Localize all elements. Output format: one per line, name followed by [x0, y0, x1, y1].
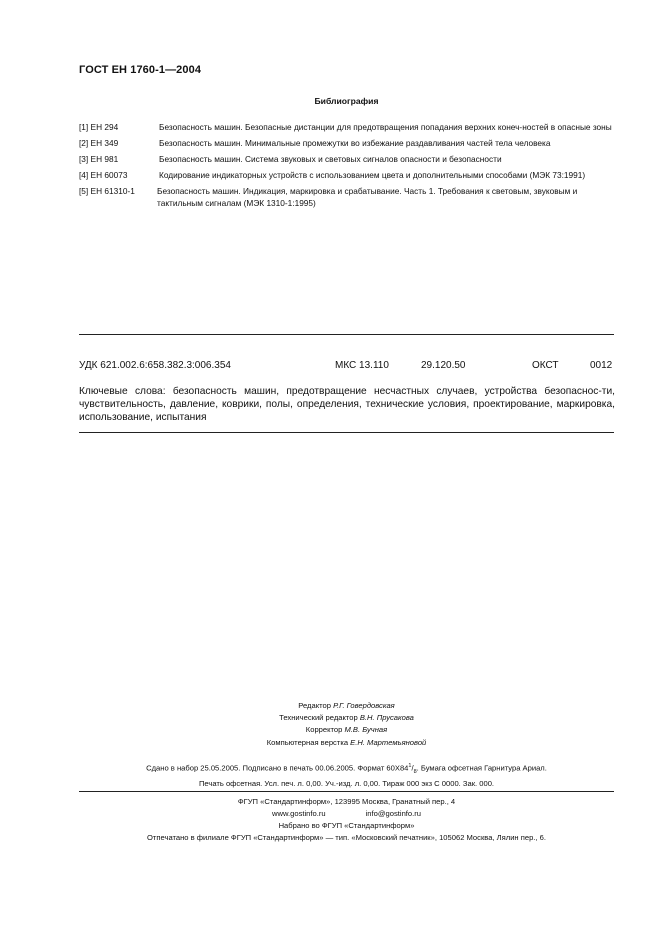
- publisher-email[interactable]: info@gostinfo.ru: [365, 809, 422, 818]
- divider-line: [79, 432, 614, 433]
- bibliography-item: [79, 186, 619, 209]
- bibliography-ref: [4] ЕН 60073: [79, 170, 128, 180]
- print-info: [79, 760, 614, 791]
- publisher-address: ФГУП «Стандартинформ», 123995 Москва, Гранатный пер., 4: [237, 797, 456, 806]
- divider-line: [79, 334, 614, 335]
- bibliography-text: Безопасность машин. Индикация, маркировка и срабатывание. Часть 1. Требования к световым, звуковым и тактильным сигналам (МЭК 1310-1:1995): [157, 186, 578, 208]
- print-info-line2: Печать офсетная. Усл. печ. л. 0,00. Уч.-изд. л. 0,00. Тираж 000 экз С 0000. Зак. 000.: [198, 779, 495, 789]
- bibliography-item: [79, 138, 619, 150]
- okst-label: ОКСТ: [532, 360, 559, 371]
- bibliography-ref: [3] ЕН 981: [79, 154, 119, 164]
- credit-editor: Редактор Р.Г. Говердовская: [298, 701, 395, 710]
- bibliography-ref: [5] ЕН 61310-1: [79, 186, 135, 196]
- credit-corrector: Корректор М.В. Бучная: [305, 725, 388, 735]
- okst-code: 0012: [590, 360, 613, 371]
- divider-line: [79, 791, 614, 792]
- keywords: Ключевые слова: безопасность машин, предотвращение несчастных случаев, устройства безопаснос-ти, чувствительность, давление, коврики, полы, определения, технические условия, проектирование, маркировка, использование, испытания: [79, 386, 615, 423]
- publisher-website[interactable]: www.gostinfo.ru: [271, 809, 326, 818]
- publisher-contacts: [79, 808, 614, 820]
- bibliography-text: Безопасность машин. Безопасные дистанции для предотвращения попадания верхних конеч-ностей в опасные зоны: [159, 122, 612, 132]
- standard-header: ГОСТ ЕН 1760-1—2004: [79, 64, 202, 76]
- printed-info: Отпечатано в филиале ФГУП «Стандартинформ» — тип. «Московский печатник», 105062 Москва, Лялин пер., 6.: [147, 833, 546, 842]
- bibliography-title: Библиография: [314, 96, 379, 106]
- credit-tech-editor: Технический редактор В.Н. Прусакова: [279, 713, 414, 723]
- mks-code: МКС 13.110: [335, 360, 389, 371]
- bibliography-ref: [1] ЕН 294: [79, 122, 119, 132]
- typeset-info: Набрано во ФГУП «Стандартинформ»: [278, 821, 415, 830]
- bibliography-ref: [2] ЕН 349: [79, 138, 119, 148]
- classification-row: [79, 360, 614, 374]
- bibliography-item: [79, 154, 619, 166]
- print-info-line1: Сдано в набор 25.05.2005. Подписано в печать 00.06.2005. Формат $60Х84^1/_8$. Бумага офсетная Гарнитура Ариал.: [146, 763, 547, 776]
- bibliography-item: [79, 170, 619, 182]
- bibliography-item: [79, 122, 619, 134]
- bibliography-text: Безопасность машин. Минимальные промежутки во избежание раздавливания частей тела человека: [159, 138, 551, 148]
- credit-layout: Компьютерная верстка Е.Н. Мартемьяновой: [266, 737, 427, 747]
- bibliography-list: [79, 122, 619, 214]
- mks-code-secondary: 29.120.50: [421, 360, 466, 371]
- udk-code: УДК 621.002.6:658.382.3:006.354: [79, 360, 231, 371]
- bibliography-text: Кодирование индикаторных устройств с использованием цвета и дополнительными способами (МЭК 73:1991): [159, 170, 586, 180]
- publisher-block: [79, 796, 614, 844]
- bibliography-text: Безопасность машин. Система звуковых и световых сигналов опасности и безопасности: [159, 154, 502, 164]
- credits-block: [79, 700, 614, 749]
